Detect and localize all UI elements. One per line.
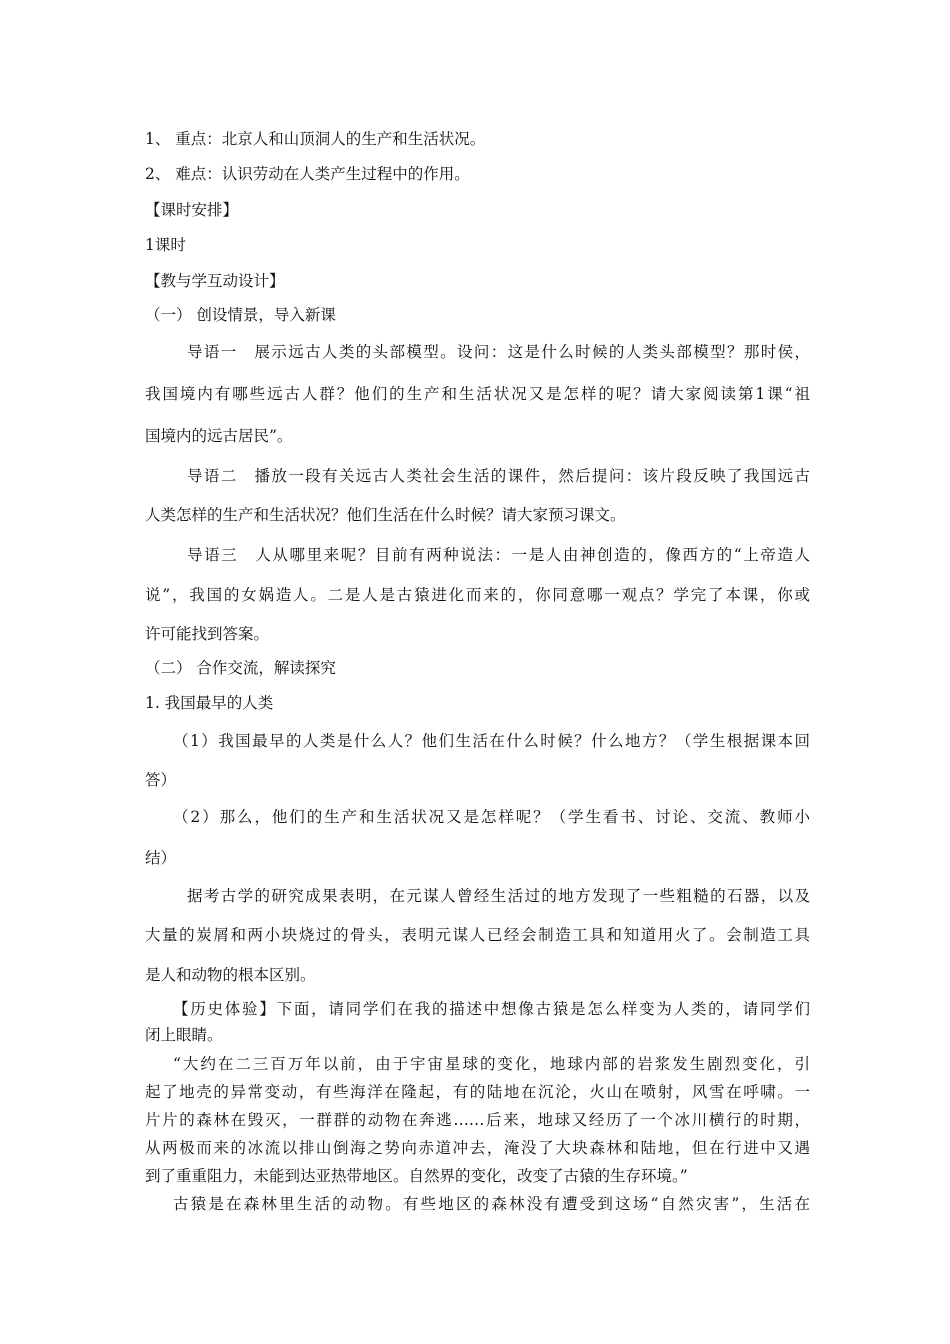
quote-line: 到了重重阻力，未能到达亚热带地区。自然界的变化，改变了古猿的生存环境。” [145, 1167, 688, 1185]
section-heading-schedule: 【课时安排】 [145, 201, 239, 219]
paragraph-line: 国境内的远古居民”。 [145, 427, 293, 445]
quote-line: “大约在二三百万年以前，由于宇宙星球的变化，地球内部的岩浆发生剧烈变化，引 [173, 1055, 810, 1073]
subsection-heading-one: （一） 创设情景，导入新课 [145, 306, 336, 324]
paragraph-line: 许可能找到答案。 [145, 625, 270, 643]
paragraph-line: 导语二 播放一段有关远古人类社会生活的课件，然后提问：该片段反映了我国远古 [187, 467, 810, 485]
difficulty-line: 2、 难点：认识劳动在人类产生过程中的作用。 [145, 165, 470, 183]
paragraph-line: 人类怎样的生产和生活状况？他们生活在什么时候？请大家预习课文。 [145, 506, 626, 524]
history-experience-line: 【历史体验】下面，请同学们在我的描述中想像古猿是怎么样变为人类的，请同学们 [173, 1000, 810, 1018]
subsection-heading-1: 1. 我国最早的人类 [145, 694, 274, 712]
section-heading-interaction: 【教与学互动设计】 [145, 272, 285, 290]
key-point-line: 1、 重点：北京人和山顶洞人的生产和生活状况。 [145, 130, 486, 148]
history-experience-line: 闭上眼睛。 [145, 1026, 223, 1044]
quote-line: 片片的森林在毁灭，一群群的动物在奔逃……后来，地球又经历了一个冰川横行的时期， [145, 1111, 810, 1129]
quote-line: 从两极而来的冰流以排山倒海之势向赤道冲去，淹没了大块森林和陆地，但在行进中又遇 [145, 1139, 810, 1157]
paragraph-line: 大量的炭屑和两小块烧过的骨头，表明元谋人已经会制造工具和知道用火了。会制造工具 [145, 926, 810, 944]
quote-line: 起了地壳的异常变动，有些海洋在隆起，有的陆地在沉沦，火山在喷射，风雪在呼啸。一 [145, 1083, 810, 1101]
paragraph-line: 答） [145, 771, 177, 789]
paragraph-line: 我国境内有哪些远古人群？他们的生产和生活状况又是怎样的呢？请大家阅读第1课“祖 [145, 385, 810, 403]
schedule-value: 1课时 [145, 236, 186, 254]
paragraph-line: 据考古学的研究成果表明，在元谋人曾经生活过的地方发现了一些粗糙的石器，以及 [187, 887, 810, 905]
paragraph-line: （1）我国最早的人类是什么人？他们生活在什么时候？什么地方？（学生根据课本回 [173, 732, 810, 750]
paragraph-line: 古猿是在森林里生活的动物。有些地区的森林没有遭受到这场“自然灾害”，生活在 [173, 1195, 810, 1213]
paragraph-line: 导语三 人从哪里来呢？目前有两种说法：一是人由神创造的，像西方的“上帝造人 [187, 546, 810, 564]
paragraph-line: 是人和动物的根本区别。 [145, 966, 316, 984]
paragraph-line: 说”，我国的女娲造人。二是人是古猿进化而来的，你同意哪一观点？学完了本课，你或 [145, 586, 810, 604]
paragraph-line: （2）那么，他们的生产和生活状况又是怎样呢？（学生看书、讨论、交流、教师小 [173, 808, 810, 826]
subsection-heading-two: （二） 合作交流，解读探究 [145, 659, 336, 677]
paragraph-line: 结） [145, 849, 177, 867]
paragraph-line: 导语一 展示远古人类的头部模型。设问：这是什么时候的人类头部模型？那时侯， [187, 343, 810, 361]
